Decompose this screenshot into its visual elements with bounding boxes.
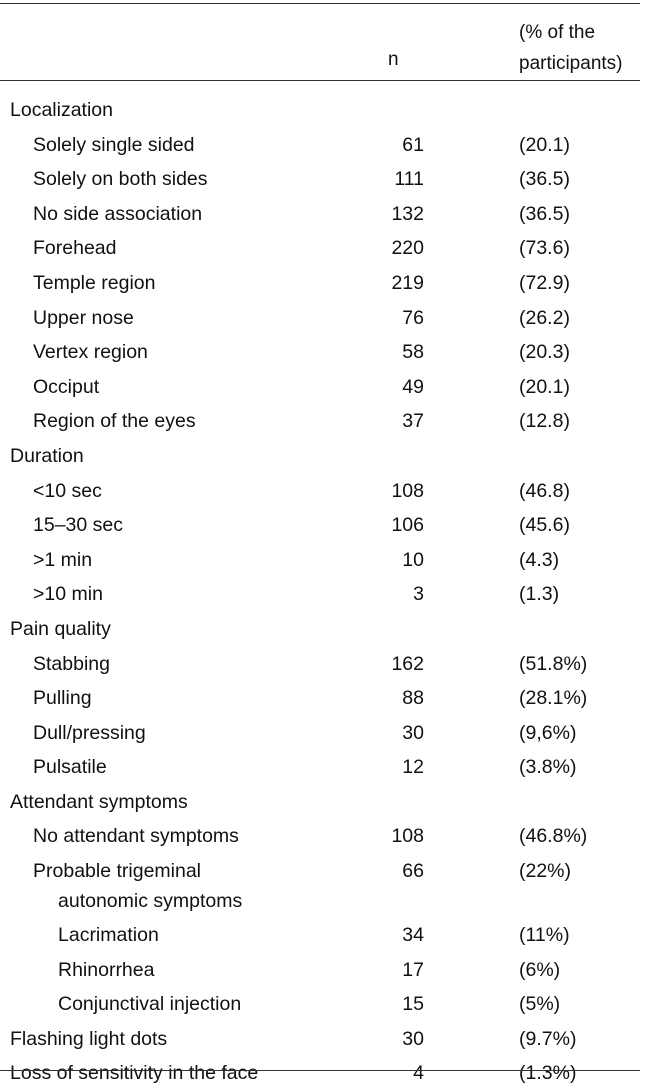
row-label — [33, 510, 123, 540]
table-row — [0, 915, 648, 950]
row-label-text: 15–30 sec — [33, 514, 123, 537]
header-percent-line2: participants) — [519, 53, 623, 74]
row-label-text: Vertex region — [33, 341, 148, 364]
table-row — [0, 851, 648, 915]
row-percent: (12.8) — [519, 410, 570, 433]
row-percent: (73.6) — [519, 237, 570, 260]
section-heading — [10, 441, 84, 471]
table-row — [0, 644, 648, 679]
row-label-text: Forehead — [33, 237, 117, 260]
table-row — [0, 159, 648, 194]
section-heading — [10, 614, 111, 644]
row-label — [33, 649, 110, 679]
row-label — [33, 683, 92, 713]
row-label-text: <10 sec — [33, 479, 102, 502]
section-heading — [10, 787, 188, 817]
row-label — [33, 372, 99, 402]
row-percent: (46.8%) — [519, 825, 588, 848]
row-count: 15 — [402, 993, 424, 1016]
row-count: 12 — [402, 756, 424, 779]
row-label-text: >1 min — [33, 548, 93, 571]
row-label — [33, 130, 195, 160]
row-count: 3 — [413, 583, 424, 606]
row-label-text: Duration — [10, 444, 84, 467]
row-percent: (4.3) — [519, 548, 560, 571]
row-label-text: Conjunctival injection — [58, 993, 242, 1016]
bottom-rule — [0, 1070, 640, 1071]
row-count: 106 — [391, 514, 424, 537]
row-label-text: Dull/pressing — [33, 721, 146, 744]
row-count: 76 — [402, 306, 424, 329]
table-row — [0, 678, 648, 713]
row-label-text: Flashing light dots — [10, 1027, 168, 1050]
header-n: n — [388, 49, 399, 70]
table-row — [0, 471, 648, 506]
table-body — [0, 90, 648, 1088]
row-label-text: Temple region — [33, 271, 156, 294]
row-percent: (11%) — [519, 924, 570, 947]
row-count: 111 — [394, 168, 424, 191]
row-label — [33, 821, 239, 851]
row-label-text: Rhinorrhea — [58, 958, 155, 981]
row-label — [33, 303, 134, 333]
table-row — [0, 401, 648, 436]
table-row — [0, 194, 648, 229]
row-label — [33, 233, 116, 263]
table-row — [0, 574, 648, 609]
row-label — [33, 752, 107, 782]
header-rule — [0, 80, 640, 81]
row-count: 108 — [391, 825, 424, 848]
table-row — [0, 228, 648, 263]
row-label-text: No side association — [33, 202, 203, 225]
row-label — [33, 268, 155, 298]
row-count: 30 — [402, 1027, 424, 1050]
row-label-text: Stabbing — [33, 652, 110, 675]
row-count: 108 — [391, 479, 424, 502]
row-label-text: Attendant symptoms — [10, 790, 188, 813]
table-row — [0, 298, 648, 333]
row-percent: (20.1) — [519, 133, 570, 156]
row-label — [33, 856, 363, 916]
row-label-text: Lacrimation — [58, 924, 159, 947]
row-label — [10, 1024, 167, 1054]
row-percent: (45.6) — [519, 514, 570, 537]
row-percent: (5%) — [519, 993, 561, 1016]
row-percent: (1.3) — [519, 583, 560, 606]
row-label-text: Pulling — [33, 687, 92, 710]
row-percent: (20.1) — [519, 375, 570, 398]
table-row — [0, 747, 648, 782]
row-label-text: Solely single sided — [33, 133, 195, 156]
row-count: 219 — [391, 271, 424, 294]
row-percent: (1.3%) — [519, 1062, 577, 1085]
row-label-text: Pain quality — [10, 617, 111, 640]
row-percent: (46.8) — [519, 479, 570, 502]
row-percent: (26.2) — [519, 306, 570, 329]
header-percent — [519, 17, 644, 79]
table-row — [0, 713, 648, 748]
row-label-text: Probable trigeminal — [33, 860, 202, 883]
row-percent: (6%) — [519, 958, 561, 981]
row-label — [10, 1058, 258, 1088]
row-label-text: Upper nose — [33, 306, 134, 329]
table-row — [0, 540, 648, 575]
row-label-continuation: autonomic symptoms — [58, 890, 243, 913]
row-label-text: >10 min — [33, 583, 103, 606]
row-label-text: Localization — [10, 99, 113, 121]
table-row — [0, 125, 648, 160]
section-heading — [10, 95, 113, 125]
row-percent: (22%) — [519, 860, 572, 883]
table-row — [0, 816, 648, 851]
table-row — [0, 263, 648, 298]
row-count: 58 — [402, 341, 424, 364]
row-percent: (28.1%) — [519, 687, 588, 710]
row-label-text: Solely on both sides — [33, 168, 208, 191]
row-label — [58, 989, 241, 1019]
row-percent: (36.5) — [519, 202, 570, 225]
row-label — [33, 476, 102, 506]
row-count: 61 — [402, 133, 424, 156]
table-row — [0, 984, 648, 1019]
row-label — [58, 955, 154, 985]
table-row — [0, 505, 648, 540]
row-count: 162 — [391, 652, 424, 675]
row-count: 37 — [402, 410, 424, 433]
row-percent: (9.7%) — [519, 1027, 577, 1050]
table-row — [0, 782, 648, 817]
header-percent-line1: (% of the — [519, 22, 596, 43]
row-count: 10 — [402, 548, 424, 571]
row-label-text: Occiput — [33, 375, 100, 398]
table-row — [0, 1019, 648, 1054]
table-header — [0, 3, 648, 80]
row-label-text: No attendant symptoms — [33, 825, 239, 848]
row-label-text: Region of the eyes — [33, 410, 196, 433]
table-row — [0, 90, 648, 125]
table-row — [0, 950, 648, 985]
row-count: 132 — [391, 202, 424, 225]
row-percent: (36.5) — [519, 168, 570, 191]
row-percent: (9,6%) — [519, 721, 577, 744]
row-count: 220 — [391, 237, 424, 260]
row-label — [33, 164, 208, 194]
row-percent: (3.8%) — [519, 756, 577, 779]
row-count: 88 — [402, 687, 424, 710]
table-row — [0, 332, 648, 367]
row-count: 66 — [402, 860, 424, 883]
row-label — [33, 406, 196, 436]
row-count: 30 — [402, 721, 424, 744]
row-percent: (20.3) — [519, 341, 570, 364]
table-row — [0, 367, 648, 402]
row-label — [58, 920, 159, 950]
table-row — [0, 609, 648, 644]
row-count: 4 — [413, 1062, 424, 1085]
row-label-text: Pulsatile — [33, 756, 107, 779]
row-percent: (51.8%) — [519, 652, 588, 675]
row-count: 49 — [402, 375, 424, 398]
row-count: 17 — [402, 958, 424, 981]
table-row — [0, 436, 648, 471]
row-count: 34 — [402, 924, 424, 947]
row-label — [33, 337, 148, 367]
row-label-text: Loss of sensitivity in the face — [10, 1062, 259, 1085]
row-label — [33, 579, 103, 609]
row-percent: (72.9) — [519, 271, 570, 294]
row-label — [33, 199, 202, 229]
row-label — [33, 718, 146, 748]
row-label — [33, 545, 92, 575]
